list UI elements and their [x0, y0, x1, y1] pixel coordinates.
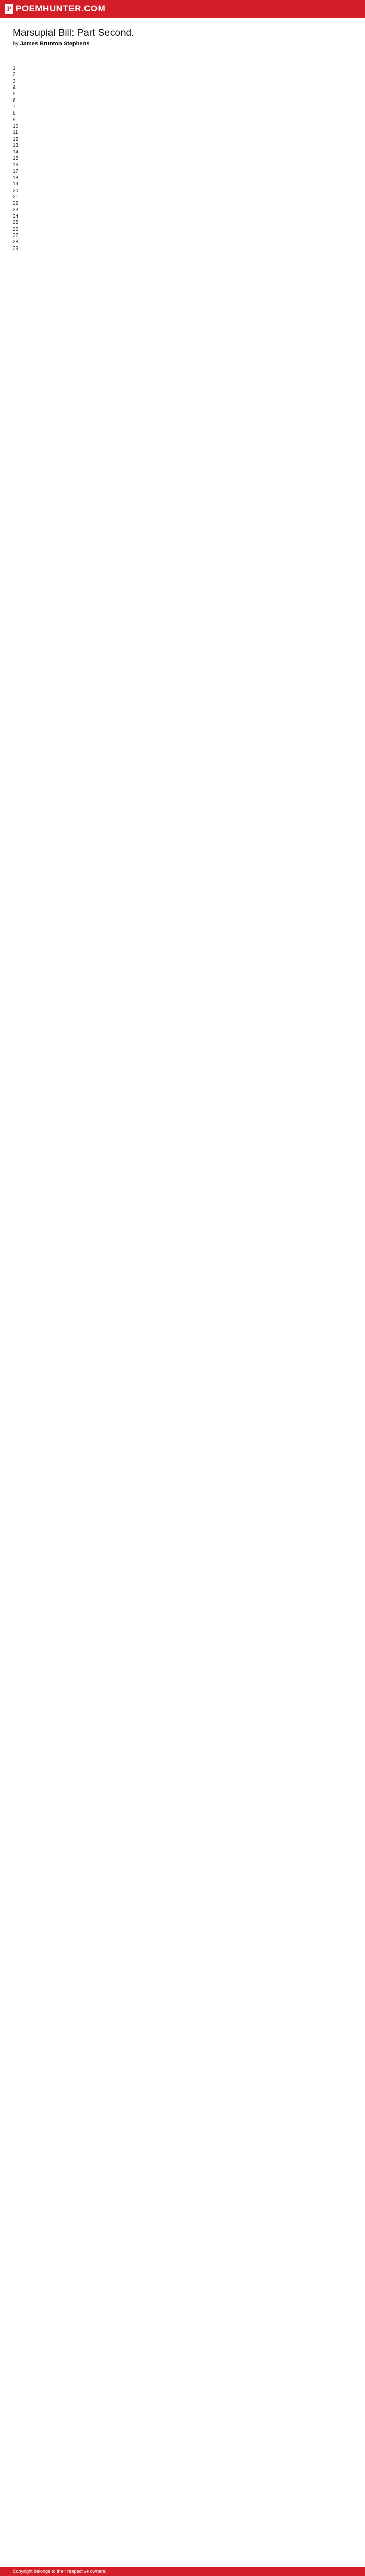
stanza — [13, 130, 352, 136]
stanza-number: 27 — [13, 232, 19, 239]
stanza-number: 19 — [13, 181, 19, 188]
stanza-number: 24 — [13, 213, 19, 219]
stanza — [13, 79, 352, 85]
stanza-number: 14 — [13, 149, 19, 155]
stanza — [13, 123, 352, 130]
stanza — [13, 239, 352, 245]
stanza — [13, 220, 352, 226]
stanza-number: 15 — [13, 155, 19, 161]
stanza-number: 20 — [13, 188, 19, 194]
stanza — [13, 207, 352, 214]
poem-body — [13, 66, 352, 252]
stanza-number: 8 — [13, 110, 16, 117]
stanza — [13, 149, 352, 155]
stanza — [13, 91, 352, 97]
stanza-number: 25 — [13, 220, 19, 226]
site-footer — [0, 2567, 365, 2576]
stanza — [13, 156, 352, 162]
copyright-notice: Copyright belongs to their respective owners. — [13, 2569, 107, 2574]
stanza — [13, 233, 352, 239]
stanza-number: 2 — [13, 72, 16, 78]
stanza-number: 10 — [13, 123, 19, 130]
stanza-number: 7 — [13, 104, 16, 110]
stanza — [13, 181, 352, 188]
stanza-number: 5 — [13, 91, 16, 97]
stanza-number: 9 — [13, 117, 16, 123]
stanza-number: 16 — [13, 162, 19, 168]
stanza — [13, 136, 352, 143]
stanza — [13, 169, 352, 175]
stanza — [13, 143, 352, 149]
stanza — [13, 162, 352, 168]
stanza — [13, 98, 352, 104]
stanza — [13, 194, 352, 201]
stanza — [13, 72, 352, 78]
author-name: James Brunton Stephens — [20, 41, 90, 47]
stanza — [13, 227, 352, 233]
stanza — [13, 214, 352, 220]
stanza-number: 1 — [13, 66, 16, 71]
stanza-number: 12 — [13, 136, 19, 142]
stanza — [13, 201, 352, 207]
stanza-number: 23 — [13, 207, 19, 213]
stanza-number: 21 — [13, 194, 19, 200]
stanza-number: 13 — [13, 143, 19, 149]
stanza — [13, 117, 352, 123]
stanza — [13, 175, 352, 181]
stanza-number: 28 — [13, 239, 19, 245]
poem-byline — [13, 41, 352, 47]
stanza-number: 11 — [13, 130, 18, 136]
stanza — [13, 66, 352, 72]
stanza-number: 4 — [13, 85, 16, 91]
stanza-number: 6 — [13, 97, 16, 104]
stanza-number: 22 — [13, 201, 19, 207]
site-logo-link[interactable] — [5, 4, 105, 14]
site-header — [0, 0, 365, 18]
logo-icon: P — [5, 4, 13, 14]
stanza — [13, 85, 352, 91]
stanza-number: 18 — [13, 175, 19, 181]
stanza-number: 29 — [13, 245, 19, 252]
stanza-number: 3 — [13, 78, 16, 84]
poem-page — [0, 18, 365, 2567]
stanza — [13, 104, 352, 110]
stanza-number: 26 — [13, 226, 19, 232]
stanza — [13, 246, 352, 252]
poem-title: Marsupial Bill: Part Second. — [13, 28, 135, 39]
stanza — [13, 110, 352, 117]
stanza-number: 17 — [13, 168, 19, 175]
logo-text: POEMHUNTER.COM — [16, 4, 106, 14]
stanza — [13, 188, 352, 194]
byline-prefix: by — [13, 41, 19, 47]
